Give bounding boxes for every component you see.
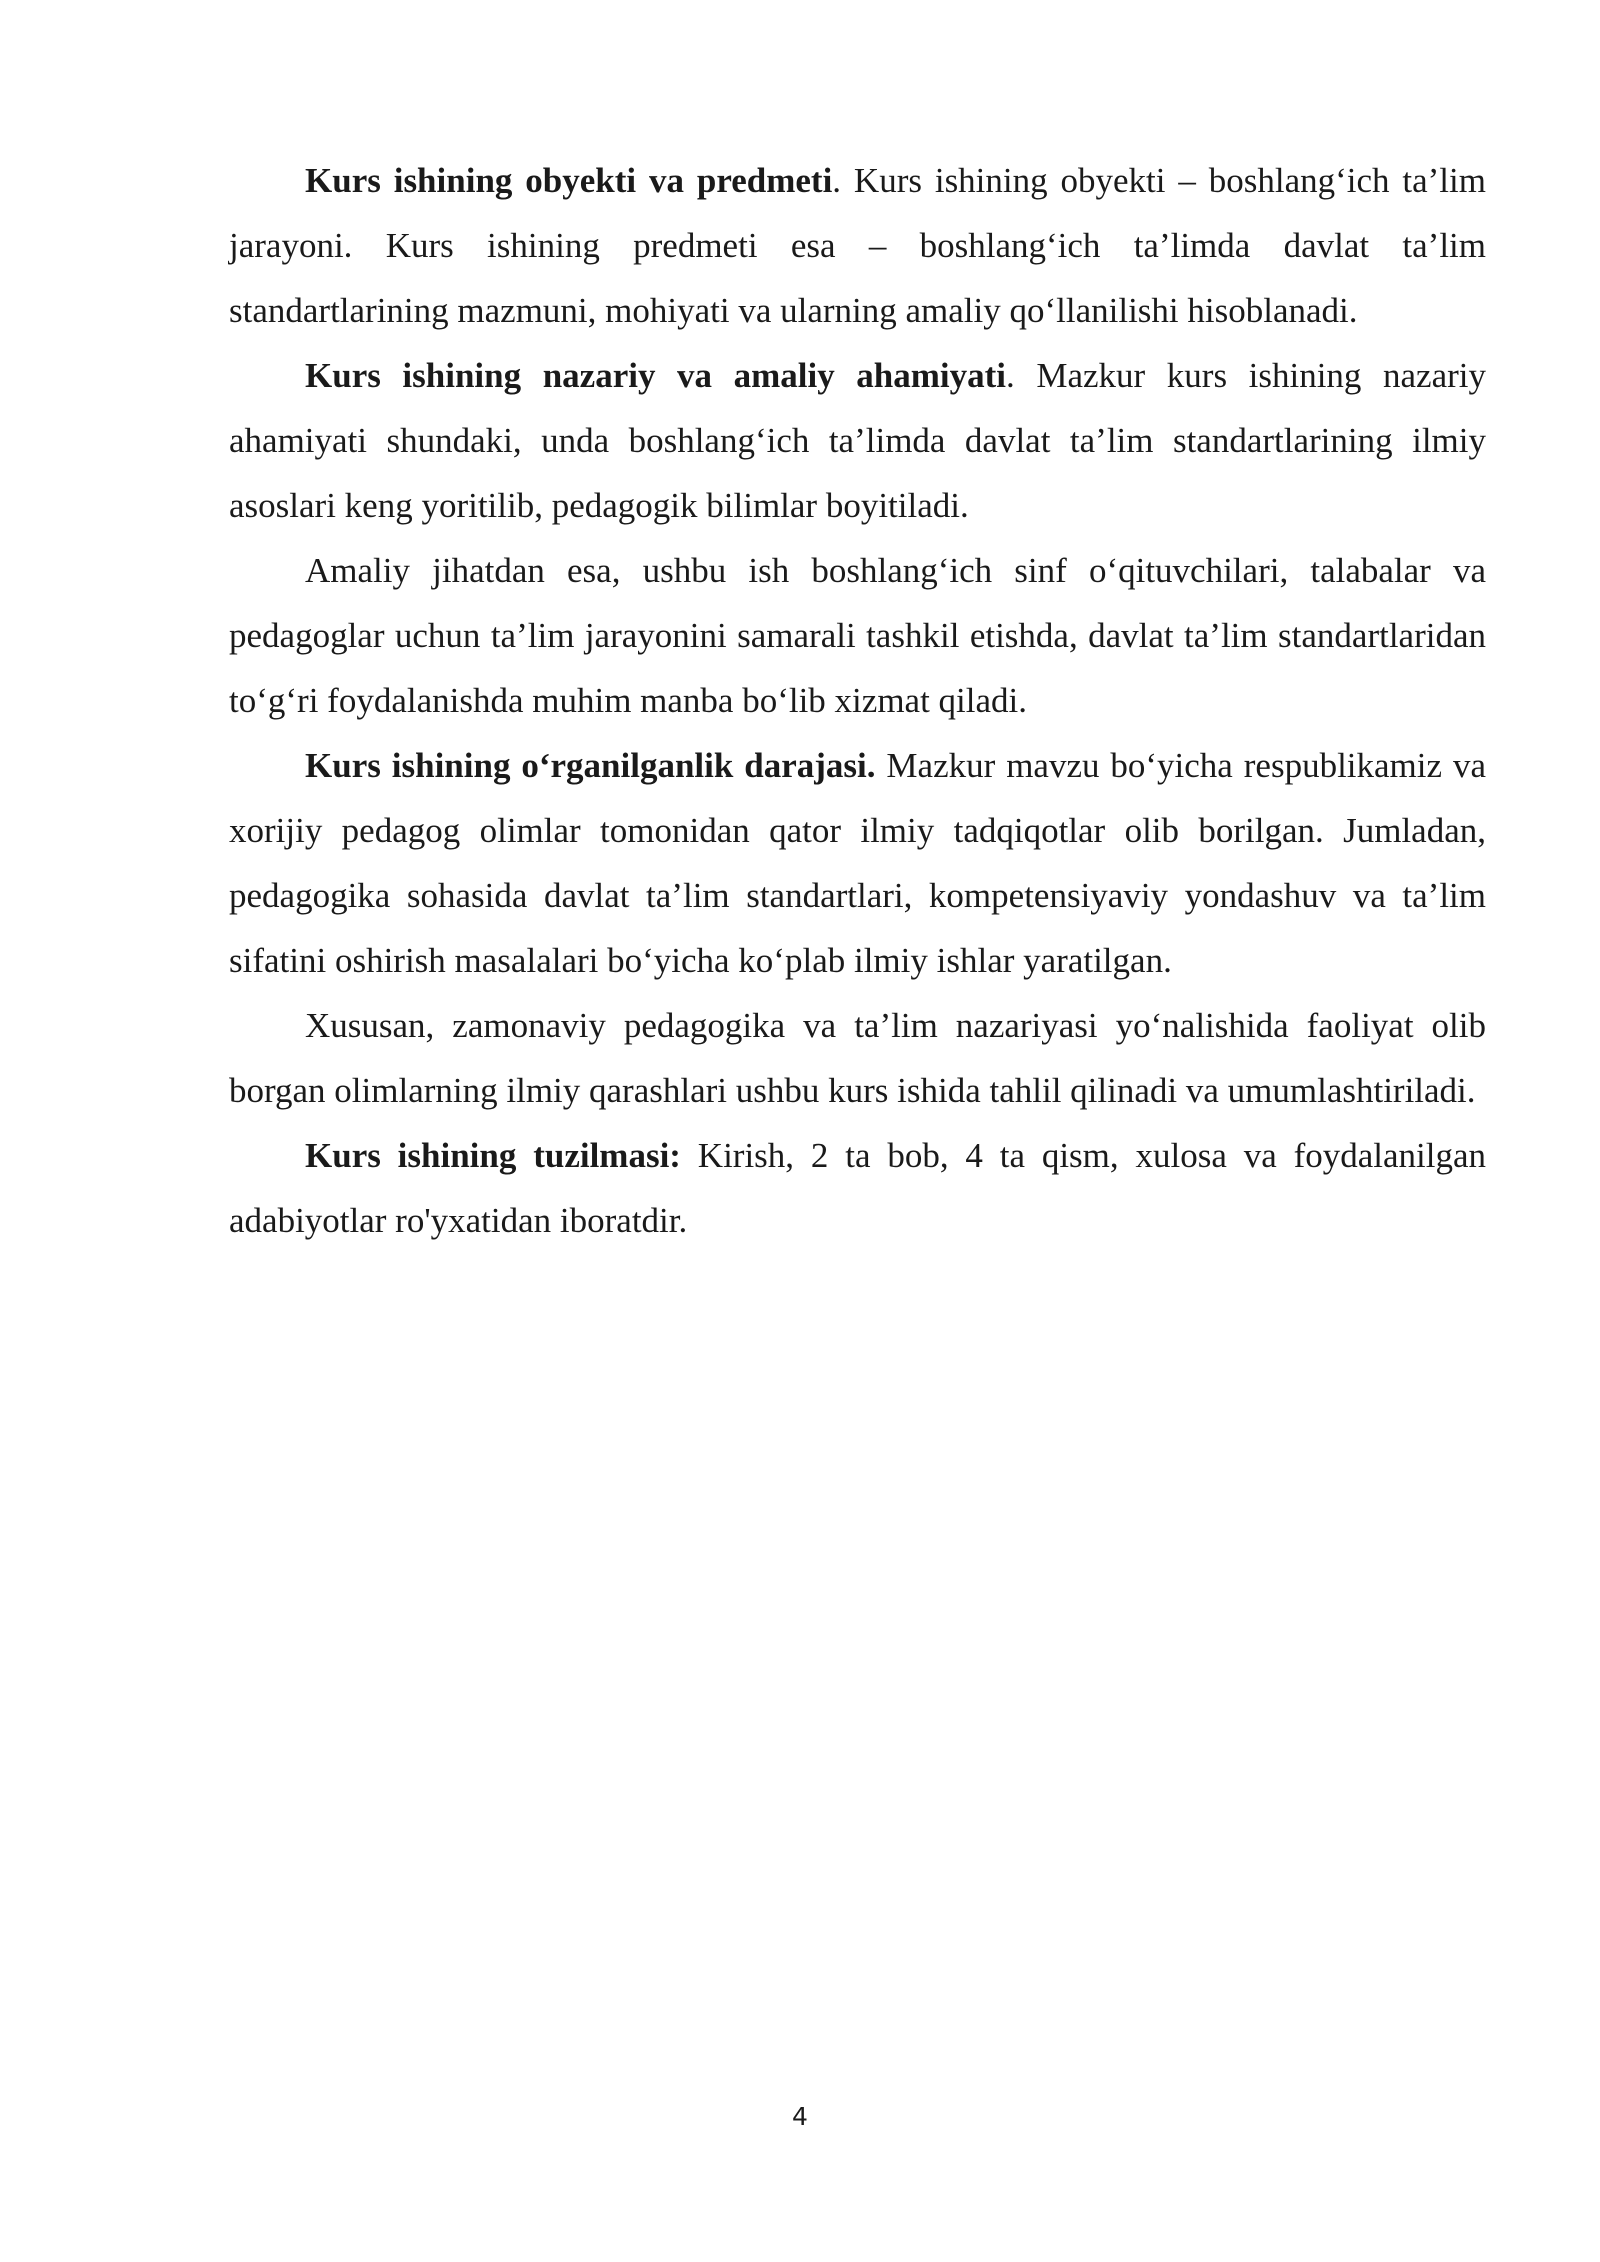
paragraph-heading: Kurs ishining nazariy va amaliy ahamiyati bbox=[305, 356, 1007, 395]
paragraph-text: Amaliy jihatdan esa, ushbu ish boshlang‘ich sinf o‘qituvchilari, talabalar va pedagoglar uchun ta’lim jarayonini samarali tashkil etishda, davlat ta’lim standartlaridan to‘g‘ri foydalanishda muhim manba bo‘lib xizmat qiladi. bbox=[229, 551, 1486, 720]
paragraph-text: Mazkur mavzu bo‘yicha respublikamiz va xorijiy pedagog olimlar tomonidan qator ilmiy tadqiqotlar olib borilgan. Jumladan, pedagogika sohasida davlat ta’lim standartlari, kompetensiyaviy yondashuv va ta’lim sifatini oshirish masalalari bo‘yicha ko‘plab ilmiy ishlar yaratilgan. bbox=[229, 746, 1486, 980]
paragraph-heading: Kurs ishining tuzilmasi: bbox=[305, 1136, 681, 1175]
paragraph-practical bbox=[229, 538, 1486, 733]
paragraph-significance bbox=[229, 343, 1486, 538]
paragraph-heading: Kurs ishining obyekti va predmeti bbox=[305, 161, 833, 200]
paragraph-text: . Mazkur kurs ishining nazariy ahamiyati shundaki, unda boshlang‘ich ta’limda davlat ta’lim standartlarining ilmiy asoslari keng yoritilib, pedagogik bilimlar boyitiladi. bbox=[229, 356, 1486, 525]
paragraph-text: Kirish, 2 ta bob, 4 ta qism, xulosa va foydalanilgan adabiyotlar ro'yxatidan iboratdir. bbox=[229, 1136, 1486, 1240]
page-number: 4 bbox=[792, 2102, 808, 2131]
paragraph-object-and-subject bbox=[229, 148, 1486, 343]
paragraph-scholars bbox=[229, 993, 1486, 1123]
paragraph-text: Xususan, zamonaviy pedagogika va ta’lim nazariyasi yo‘nalishida faoliyat olib borgan olimlarning ilmiy qarashlari ushbu kurs ishida tahlil qilinadi va umumlashtiriladi. bbox=[229, 1006, 1486, 1110]
paragraph-structure bbox=[229, 1123, 1486, 1253]
paragraph-study-level bbox=[229, 733, 1486, 993]
paragraph-text: . Kurs ishining obyekti – boshlang‘ich ta’lim jarayoni. Kurs ishining predmeti esa – boshlang‘ich ta’limda davlat ta’lim standartlarining mazmuni, mohiyati va ularning amaliy qo‘llanilishi hisoblanadi. bbox=[229, 161, 1486, 330]
body-text bbox=[229, 148, 1486, 1253]
paragraph-heading: Kurs ishining o‘rganilganlik darajasi. bbox=[305, 746, 876, 785]
